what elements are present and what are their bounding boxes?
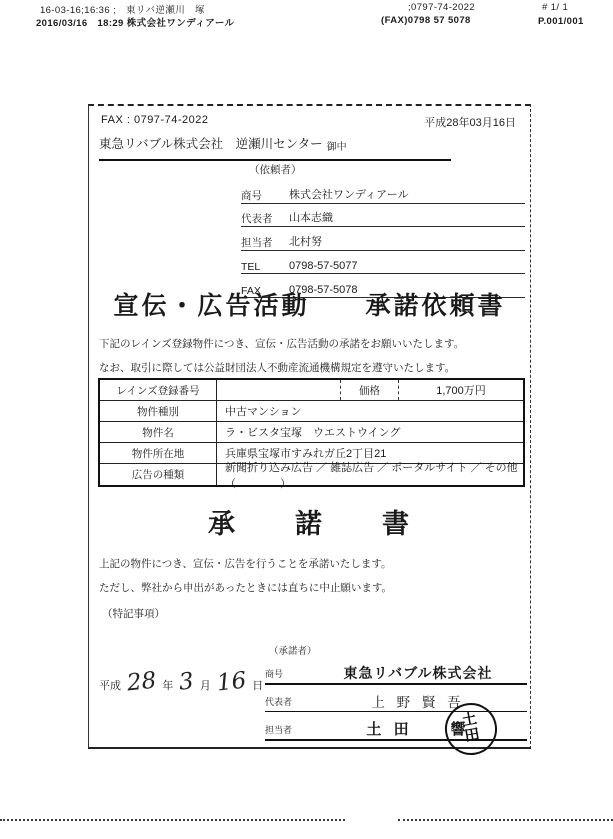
table-row-ad-type (100, 461, 523, 490)
field-value: 0798-57-5078 (289, 283, 358, 296)
row-value: ラ・ビスタ宝塚 ウエストウイング (225, 427, 401, 439)
row-label: 広告の種類 (100, 464, 217, 485)
acceptor-section-label: （承諾者） (269, 646, 317, 657)
recipient-honorific: 御中 (326, 142, 347, 153)
requester-section-label: （依頼者） (249, 164, 302, 176)
field-value: 北村努 (289, 235, 322, 248)
row-value: 中古マンション (225, 406, 302, 418)
page-bottom-divider (0, 819, 345, 821)
field-label: 代表者 (265, 697, 293, 707)
document-frame (88, 104, 531, 749)
acceptor-row-company (265, 656, 527, 685)
intro-line-2: なお、取引に際しては公益財団法人不動産流通機構規定を遵守いたします。 (99, 362, 456, 374)
requester-row-contact (241, 227, 525, 251)
recipient-name: 東急リバブル株式会社 逆瀬川センター (99, 137, 323, 151)
field-value: 土 田 響 (366, 721, 470, 738)
era-label: 平成 (99, 679, 121, 692)
field-value: 山本志織 (289, 212, 333, 224)
fax-header-timestamp: 16-03-16;16:36 ; 東リバ逆瀬川 塚 (40, 5, 205, 16)
field-label: 代表者 (241, 213, 273, 225)
requester-row-company (241, 180, 525, 204)
row-label: 物件名 (100, 422, 217, 442)
requester-info (241, 180, 525, 298)
property-table (98, 378, 525, 490)
table-row-property-type (100, 401, 523, 422)
consent-date (99, 667, 264, 697)
field-value: 株式会社ワンディアール (289, 188, 409, 201)
special-notes-label: （特記事項） (102, 608, 165, 620)
field-label: 担当者 (265, 725, 293, 735)
field-value: 上 野 賢 吾 (371, 695, 465, 710)
recipient-fax-number: FAX : 0797-74-2022 (101, 114, 209, 126)
row-value: 兵庫県宝塚市すみれガ丘2丁目21 (225, 448, 387, 460)
page-bottom-divider (398, 819, 613, 821)
row-label: 物件所在地 (100, 443, 217, 463)
fax-header-page-number: P.001/001 (538, 16, 584, 27)
field-value: 0798-57-5077 (289, 260, 358, 272)
row-label: 物件種別 (100, 401, 217, 421)
field-label: FAX (241, 284, 261, 297)
table-row-reins (100, 380, 523, 401)
requester-row-tel (241, 251, 525, 275)
document-date: 平成28年03月16日 (424, 117, 516, 129)
consent-line-1: 上記の物件につき、宣伝・広告を行うことを承諾いたします。 (99, 558, 392, 570)
recipient-line (99, 134, 451, 161)
reins-number-value (217, 380, 340, 400)
requester-row-representative (241, 204, 525, 228)
fax-header-fax-number: (FAX)0798 57 5078 (381, 15, 471, 26)
field-label: 商号 (241, 189, 262, 202)
table-row-property-name (100, 422, 523, 443)
handwritten-day: 16 (215, 667, 248, 697)
year-suffix: 年 (162, 679, 174, 692)
reins-number-label: レインズ登録番号 (100, 380, 217, 400)
day-suffix: 日 (252, 679, 264, 692)
month-suffix: 月 (199, 679, 211, 692)
fax-header-sender: 2016/03/16 18:29 株式会社ワンディアール (36, 18, 235, 29)
handwritten-year: 28 (125, 667, 158, 697)
fax-header-number: ;0797-74-2022 (408, 2, 476, 13)
field-label: 担当者 (241, 236, 273, 249)
row-value: 新聞折り込み広告 ／ 雑誌広告 ／ ポータルサイト ／ その他（ ） (225, 461, 518, 490)
fax-header-page-count: # 1/ 1 (542, 2, 569, 13)
intro-line-1: 下記のレインズ登録物件につき、宣伝・広告活動の承諾をお願いいたします。 (99, 338, 465, 350)
price-label: 価格 (340, 380, 398, 400)
seal-character-top: 土 (460, 711, 479, 730)
field-label: TEL (241, 261, 261, 273)
field-value: 東急リバブル株式会社 (343, 665, 493, 681)
price-value: 1,700万円 (398, 380, 523, 400)
consent-form-title: 承 諾 書 (208, 509, 411, 539)
handwritten-month: 3 (177, 668, 196, 696)
consent-line-2: ただし、弊社から申出があったときには直ちに中止願います。 (99, 582, 393, 594)
seal-character-bottom: 田 (463, 726, 481, 746)
document-title: 宣伝・広告活動 承諾依頼書 (113, 293, 506, 320)
field-label: 商号 (265, 669, 284, 679)
